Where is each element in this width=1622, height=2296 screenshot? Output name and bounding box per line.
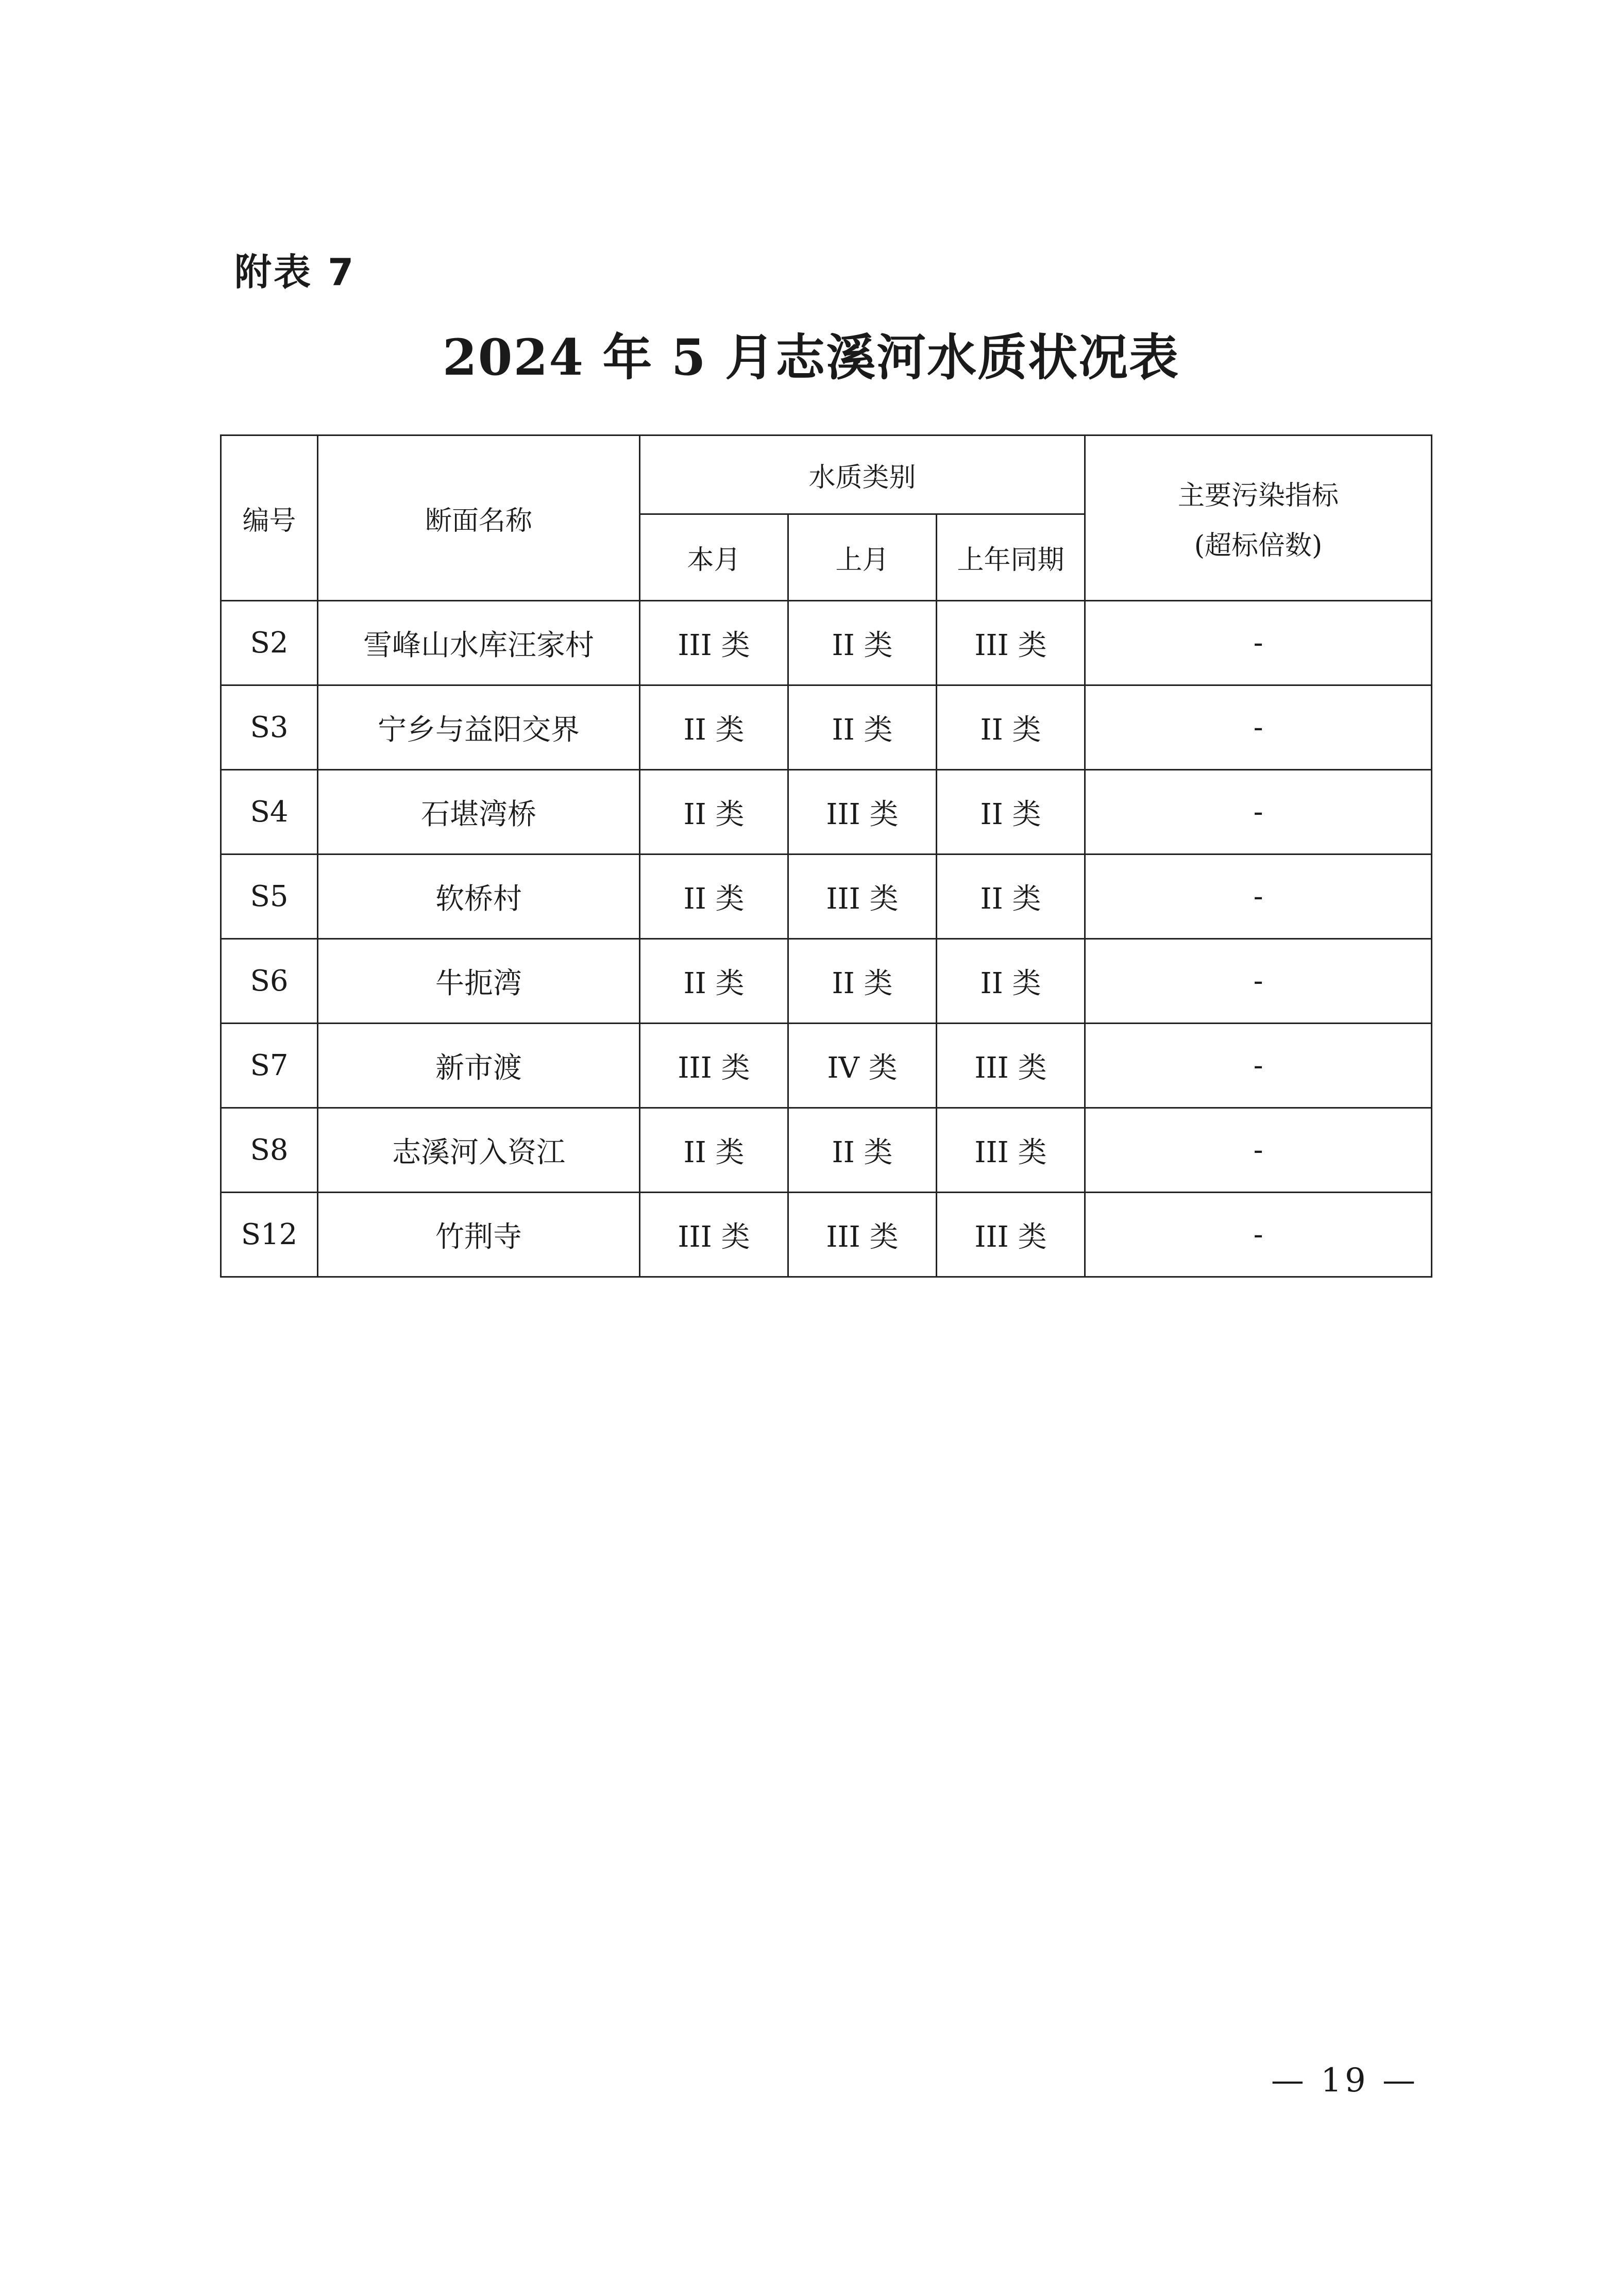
page-number: — 19 —	[1271, 2062, 1418, 2100]
cell-section-name: 石堪湾桥	[318, 770, 640, 854]
cell-last-month: II 类	[788, 939, 937, 1024]
header-code: 编号	[221, 435, 318, 601]
table-row	[221, 685, 1432, 770]
cell-this-month: III 类	[640, 1024, 788, 1108]
table-row	[221, 1024, 1432, 1108]
cell-section-name: 志溪河入资江	[318, 1108, 640, 1193]
header-this-month: 本月	[640, 514, 788, 601]
cell-code: S6	[221, 939, 318, 1024]
cell-section-name: 宁乡与益阳交界	[318, 685, 640, 770]
cell-last-month: III 类	[788, 770, 937, 854]
header-main-pollutants-label: 主要污染指标	[1178, 480, 1339, 511]
cell-last-month: II 类	[788, 1108, 937, 1193]
cell-last-year: III 类	[937, 1193, 1085, 1277]
cell-this-month: II 类	[640, 854, 788, 939]
cell-code: S7	[221, 1024, 318, 1108]
cell-pollutant: -	[1085, 939, 1432, 1024]
table-row	[221, 601, 1432, 685]
cell-pollutant: -	[1085, 1024, 1432, 1108]
cell-section-name: 牛扼湾	[318, 939, 640, 1024]
page-title: 2024 年 5 月志溪河水质状况表	[442, 328, 1180, 387]
cell-last-year: III 类	[937, 601, 1085, 685]
cell-code: S12	[221, 1193, 318, 1277]
cell-last-month: II 类	[788, 601, 937, 685]
cell-pollutant: -	[1085, 1108, 1432, 1193]
table-row	[221, 770, 1432, 854]
cell-last-month: II 类	[788, 685, 937, 770]
cell-last-year: II 类	[937, 939, 1085, 1024]
cell-last-month: IV 类	[788, 1024, 937, 1108]
cell-this-month: III 类	[640, 1193, 788, 1277]
cell-code: S5	[221, 854, 318, 939]
cell-section-name: 雪峰山水库汪家村	[318, 601, 640, 685]
cell-this-month: II 类	[640, 939, 788, 1024]
cell-code: S4	[221, 770, 318, 854]
cell-pollutant: -	[1085, 1193, 1432, 1277]
cell-this-month: II 类	[640, 770, 788, 854]
cell-last-year: III 类	[937, 1024, 1085, 1108]
annex-label: 附表 7	[234, 250, 356, 294]
cell-pollutant: -	[1085, 854, 1432, 939]
cell-this-month: III 类	[640, 601, 788, 685]
table-row	[221, 1108, 1432, 1193]
cell-last-year: II 类	[937, 685, 1085, 770]
table-row	[221, 939, 1432, 1024]
header-water-quality-class: 水质类别	[640, 435, 1085, 514]
cell-pollutant: -	[1085, 770, 1432, 854]
cell-last-month: III 类	[788, 1193, 937, 1277]
cell-section-name: 竹荆寺	[318, 1193, 640, 1277]
cell-section-name: 软桥村	[318, 854, 640, 939]
header-last-month: 上月	[788, 514, 937, 601]
header-same-period-last-year: 上年同期	[937, 514, 1085, 601]
cell-code: S8	[221, 1108, 318, 1193]
cell-last-year: III 类	[937, 1108, 1085, 1193]
cell-code: S3	[221, 685, 318, 770]
water-quality-table	[220, 434, 1432, 1278]
cell-this-month: II 类	[640, 685, 788, 770]
cell-section-name: 新市渡	[318, 1024, 640, 1108]
cell-pollutant: -	[1085, 601, 1432, 685]
header-main-pollutants	[1085, 435, 1432, 601]
cell-last-year: II 类	[937, 770, 1085, 854]
cell-last-year: II 类	[937, 854, 1085, 939]
cell-last-month: III 类	[788, 854, 937, 939]
cell-this-month: II 类	[640, 1108, 788, 1193]
cell-code: S2	[221, 601, 318, 685]
header-section-name: 断面名称	[318, 435, 640, 601]
table-row	[221, 1193, 1432, 1277]
header-exceed-multiple-label: (超标倍数)	[1194, 530, 1323, 561]
cell-pollutant: -	[1085, 685, 1432, 770]
table-row	[221, 854, 1432, 939]
